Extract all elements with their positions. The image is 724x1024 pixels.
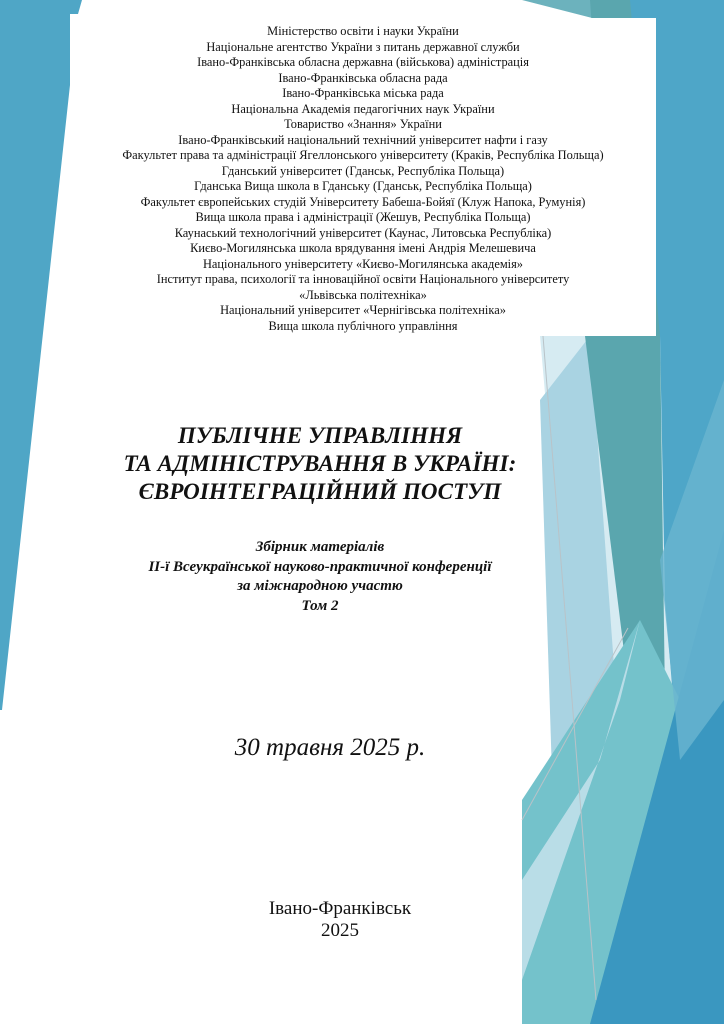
subtitle-line: Збірник матеріалів [255,539,385,555]
organizer-line: Національна Академія педагогічних наук України [231,101,495,116]
title-line: ПУБЛІЧНЕ УПРАВЛІННЯ [177,423,463,448]
organizer-line: «Львівська політехніка» [299,287,427,302]
organizer-line: Вища школа права і адміністрації (Жешув, Республіка Польща) [195,210,531,224]
organizers-list [70,24,656,334]
organizer-line: Факультет європейських студій Університету Бабеша-Бойяї (Клуж Напока, Румунія) [140,194,586,209]
city: Івано-Франківськ [268,898,412,919]
organizer-line: Гданська Вища школа в Гданську (Гданськ, Республіка Польща) [194,179,532,193]
organizer-line: Інститут права, психології та інноваційної освіти Національного університету [156,272,570,286]
organizer-line: Товариство «Знання» України [284,117,442,131]
organizer-line: Івано-Франківська обласна рада [278,70,448,85]
publication-place [190,898,490,942]
organizer-line: Національного університету «Києво-Могилянська академія» [202,256,524,271]
year: 2025 [321,920,359,941]
organizer-line: Каунаський технологічний університет (Каунас, Литовська Республіка) [174,225,552,240]
organizer-line: Івано-Франківська міська рада [282,86,444,100]
volume-label: Том 2 [301,597,339,614]
organizer-line: Івано-Франківський національний технічний університет нафти і газу [178,132,548,147]
organizer-line: Івано-Франківська обласна державна (військова) адміністрація [197,55,529,69]
organizer-line: Факультет права та адміністрації Ягеллонського університету (Краків, Республіка Польща) [122,148,604,162]
subtitle-line: ІІ-ї Всеукраїнської науково-практичної конференції [148,558,492,575]
organizer-line: Києво-Могилянська школа врядування імені Андрія Мелешевича [190,241,536,255]
document-title [90,422,550,506]
document-subtitle [90,538,550,616]
organizer-line: Гданський університет (Гданськ, Республіка Польща) [221,163,505,178]
title-line: ТА АДМІНІСТРУВАННЯ В УКРАЇНІ: [123,451,517,476]
organizer-line: Національне агентство України з питань державної служби [206,39,520,54]
organizer-line: Вища школа публічного управління [268,318,458,333]
title-line: ЄВРОІНТЕГРАЦІЙНИЙ ПОСТУП [138,479,502,504]
organizer-line: Міністерство освіти і науки України [267,24,459,38]
organizer-line: Національний університет «Чернігівська політехніка» [220,303,506,317]
conference-date: 30 травня 2025 р. [234,734,426,761]
subtitle-line: за міжнародною участю [237,578,403,594]
